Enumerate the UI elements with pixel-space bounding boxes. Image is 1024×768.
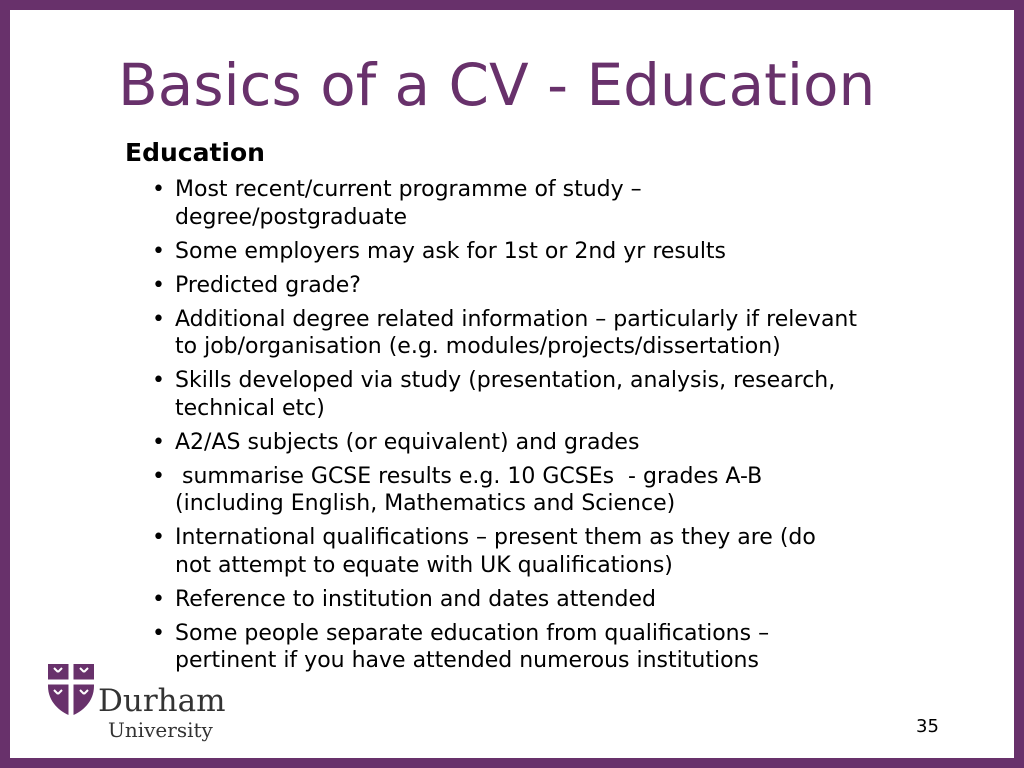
bullet-item (145, 272, 985, 300)
bullet-item (145, 176, 985, 231)
section-heading: Education (125, 138, 265, 167)
slide-title: Basics of a CV - Education (118, 51, 876, 119)
bullet-text: Additional degree related information – particularly if relevant to job/organisation (e.g. modules/projects/dissertation) (175, 306, 857, 359)
logo-university-text: University (108, 718, 213, 742)
bullet-text: Skills developed via study (presentation, analysis, research, technical etc) (175, 368, 836, 421)
bullet-text: International qualifications – present them as they are (do not attempt to equate with UK qualifications) (175, 525, 816, 578)
durham-university-logo (46, 662, 246, 752)
bullet-text: summarise GCSE results e.g. 10 GCSEs - grades A-B (including English, Mathematics and Science) (175, 463, 763, 516)
bullet-text: Some employers may ask for 1st or 2nd yr results (175, 238, 727, 264)
bullet-item (145, 463, 985, 518)
bullet-item (145, 586, 985, 614)
bullet-marker: • (152, 463, 165, 489)
bullet-text: Most recent/current programme of study – degree/postgraduate (175, 177, 642, 230)
logo-durham-text: Durham (98, 683, 226, 719)
bullet-marker: • (152, 620, 165, 646)
bullet-list (145, 176, 985, 681)
bullet-text: Reference to institution and dates attended (175, 586, 656, 612)
bullet-marker: • (152, 368, 165, 393)
bullet-item (145, 306, 985, 361)
bullet-marker: • (152, 177, 165, 202)
durham-shield-icon (46, 662, 96, 718)
bullet-item (145, 524, 985, 579)
bullet-marker: • (152, 586, 165, 612)
bullet-item (145, 367, 985, 422)
page-number: 35 (916, 716, 939, 737)
bullet-marker: • (152, 238, 165, 264)
bullet-marker: • (152, 429, 165, 455)
bullet-text: Some people separate education from qualifications – pertinent if you have attended numerous institutions (175, 620, 770, 673)
bullet-text: A2/AS subjects (or equivalent) and grades (175, 429, 640, 455)
bullet-item (145, 620, 985, 675)
bullet-marker: • (152, 525, 165, 550)
bullet-marker: • (152, 306, 165, 332)
bullet-text: Predicted grade? (175, 272, 361, 298)
bullet-item (145, 429, 985, 457)
bullet-marker: • (152, 272, 165, 298)
bullet-item (145, 238, 985, 266)
